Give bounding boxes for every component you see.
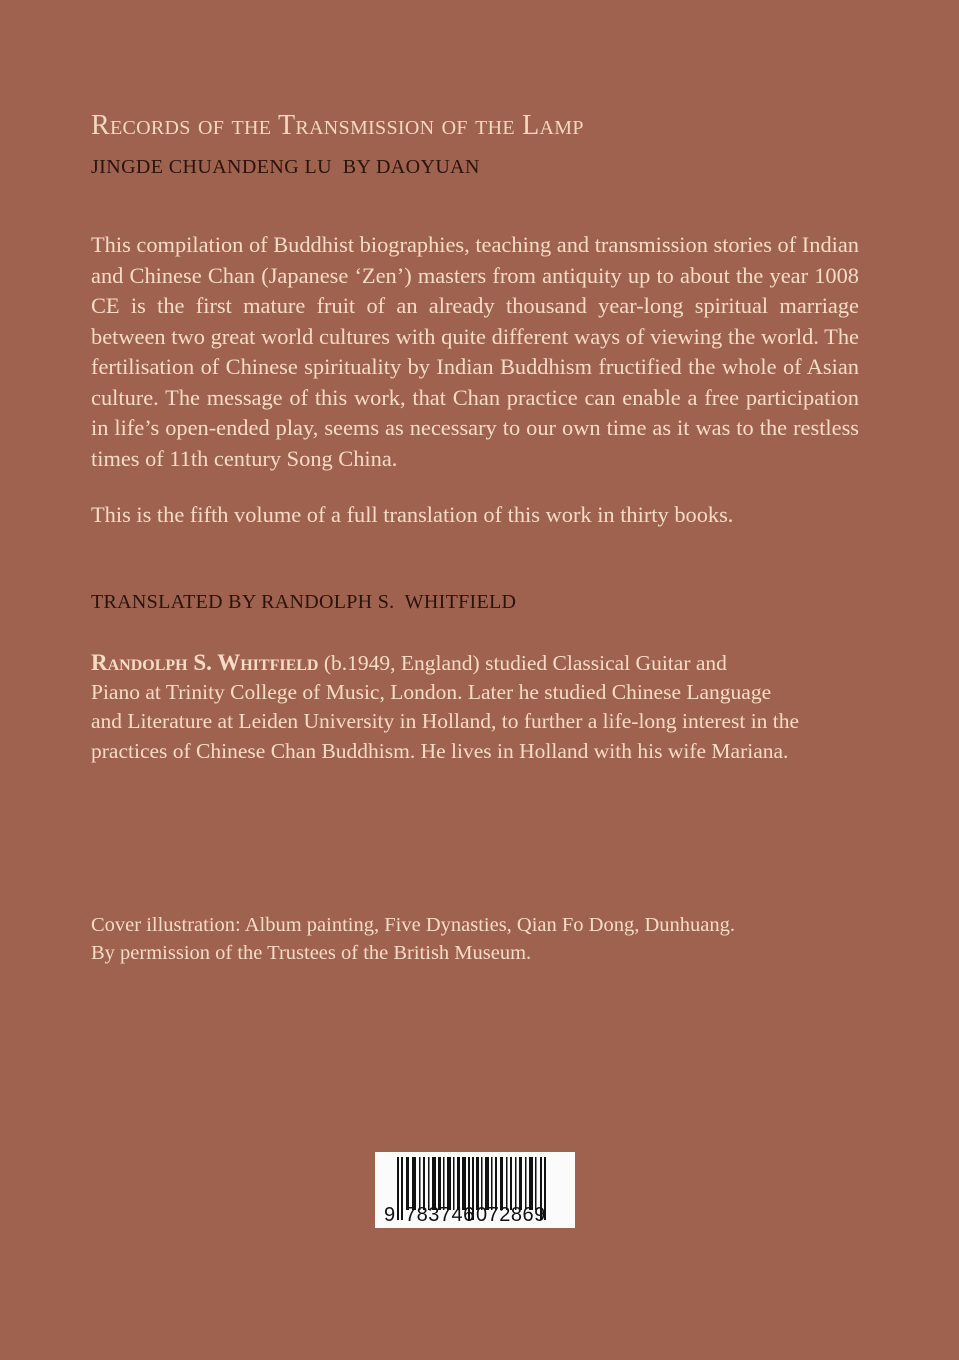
bio-line-4: practices of Chinese Chan Buddhism. He lives in Holland with his wife Mariana. [91,738,789,763]
cover-illustration-credit [91,911,735,967]
author-bio [91,648,851,766]
book-title: Records of the Transmission of the Lamp [91,110,584,141]
translator-credit: TRANSLATED BY RANDOLPH S. WHITFIELD [91,591,517,613]
book-subtitle: JINGDE CHUANDENG LU BY DAOYUAN [91,156,480,178]
description-paragraph: This compilation of Buddhist biographies, teaching and transmission stories of Indian and Chinese Chan (Japanese ‘Zen’) masters from antiquity up to about the year 1008 CE is the first mature fruit of an already thousand year-long spiritual marriage between two great world cultures with quite different ways of viewing the world. The fertilisation of Chinese spirituality by Indian Buddhism fructified the whole of Asian culture. The message of this work, that Chan practice can enable a free participation in life’s open-ended play, seems as necessary to our own time as it was to the restless times of 11th century Song China. [91,232,860,471]
isbn-barcode [375,1152,575,1228]
bio-text: (b.1949, England) studied Classical Guitar and [318,651,727,675]
bio-line-1 [91,648,851,678]
credit-line-1: Cover illustration: Album painting, Five Dynasties, Qian Fo Dong, Dunhuang. [91,914,735,936]
bio-line-2: Piano at Trinity College of Music, London. Later he studied Chinese Language [91,680,772,705]
isbn-digits-right: 072869 [476,1204,546,1226]
credit-line-2: By permission of the Trustees of the British Museum. [91,942,532,964]
author-name: Randolph S. Whitfield [91,650,319,675]
bio-line-3: and Literature at Leiden University in Holland, to further a life-long interest in the [91,709,800,734]
volume-note: This is the fifth volume of a full translation of this work in thirty books. [91,502,734,527]
isbn-digit-first: 9 [384,1204,396,1226]
isbn-digits-left: 783746 [405,1204,475,1226]
